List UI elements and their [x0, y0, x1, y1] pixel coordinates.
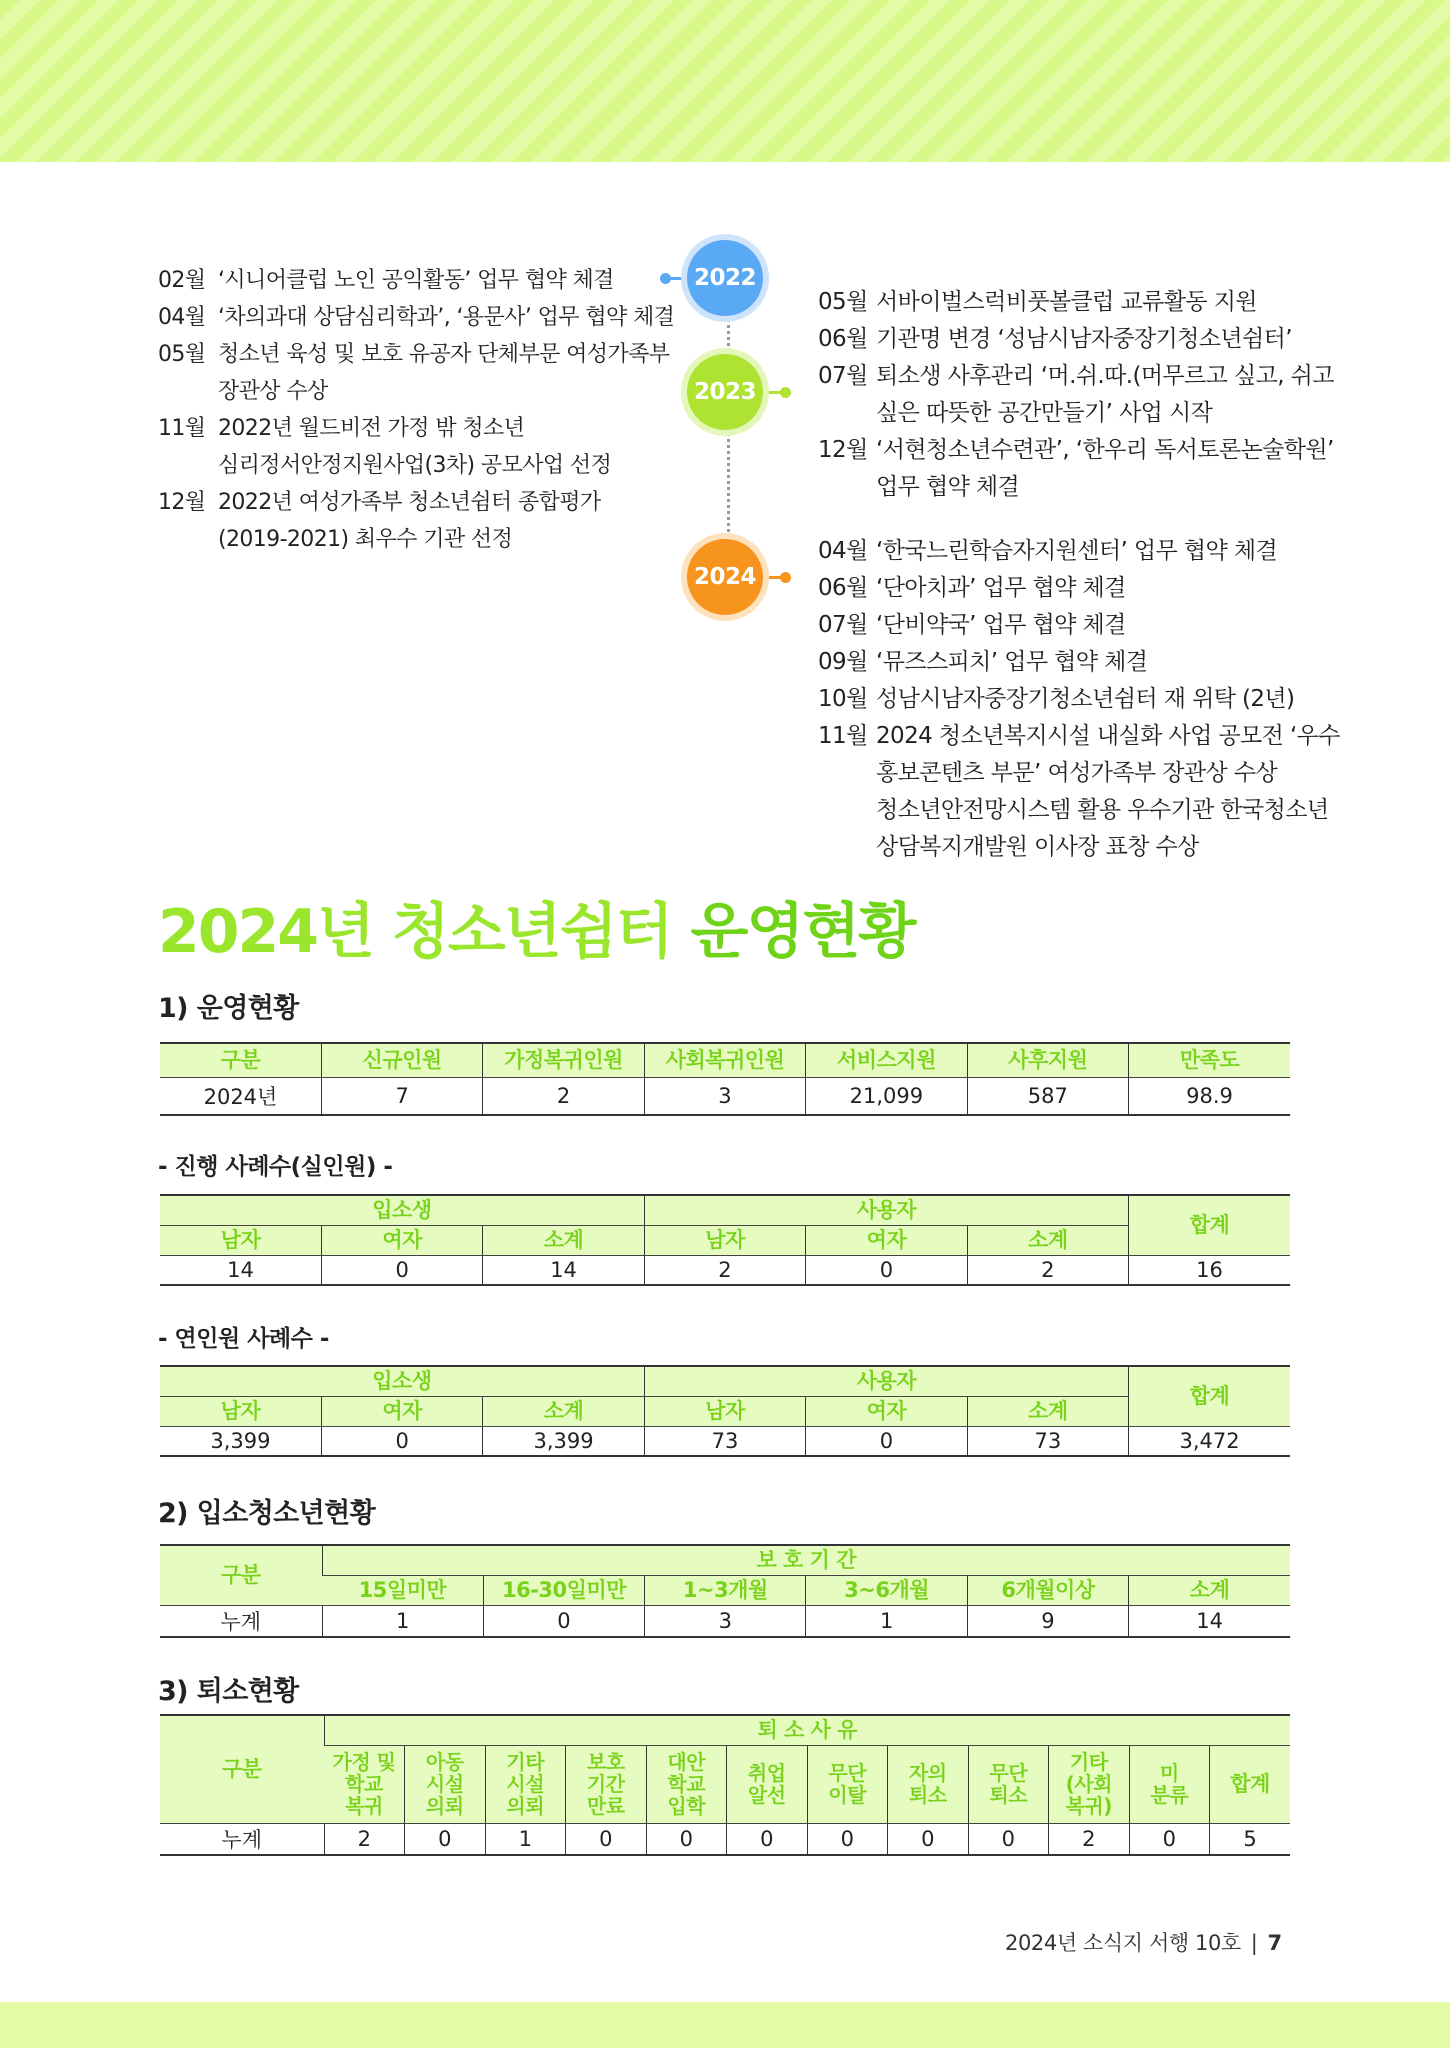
year-badge-2023: 2023	[687, 354, 763, 430]
table-cell: 0	[727, 1823, 808, 1855]
timeline-event	[818, 570, 1338, 607]
table-cell: 21,099	[806, 1077, 967, 1115]
timeline-event	[818, 644, 1338, 681]
table-cell: 1	[806, 1605, 967, 1637]
table-cell: 0	[405, 1823, 486, 1855]
table-row	[160, 1255, 1290, 1285]
table-cell: 14	[1129, 1605, 1290, 1637]
col-header-line: 시설	[425, 1772, 464, 1796]
col-header: 여자	[321, 1225, 482, 1255]
real-cases-table	[160, 1194, 1290, 1286]
col-header-line: 만료	[586, 1794, 625, 1818]
page-title	[158, 884, 914, 970]
col-header: 소계	[483, 1225, 644, 1255]
event-line: 업무 협약 체결	[876, 474, 1020, 500]
table-cell: 2	[967, 1255, 1128, 1285]
col-header-line: 대안	[667, 1750, 706, 1774]
table-cell: 0	[806, 1426, 967, 1456]
timeline-event	[818, 718, 1338, 866]
timeline-2022-events	[158, 262, 675, 558]
col-header-line: 입학	[667, 1794, 706, 1818]
page-title-strong: 운영현황	[690, 897, 915, 967]
table-row	[160, 1823, 1290, 1855]
event-line: 청소년안전망시스템 활용 우수기관 한국청소년	[876, 797, 1329, 823]
col-header-line: 퇴소	[989, 1783, 1028, 1807]
table-cell: 누계	[221, 1827, 263, 1852]
timeline-event	[158, 262, 668, 299]
table-cell: 73	[967, 1426, 1128, 1456]
label-header: 구분	[160, 1545, 322, 1605]
col-header: 남자	[160, 1396, 321, 1426]
event-month: 09월	[818, 649, 868, 675]
table-cell: 5	[1210, 1823, 1291, 1855]
event-description	[876, 644, 1338, 681]
col-header: 여자	[321, 1396, 482, 1426]
col-header-line: 무단	[989, 1761, 1028, 1785]
table-cell: 98.9	[1129, 1077, 1290, 1115]
event-description	[218, 299, 674, 336]
table-cell: 14	[483, 1255, 644, 1285]
event-month: 07월	[818, 363, 868, 389]
admission-table	[160, 1544, 1290, 1638]
event-description	[218, 336, 669, 410]
table-cell: 3,399	[210, 1428, 271, 1453]
page-number: 7	[1267, 1931, 1282, 1955]
col-header	[566, 1745, 647, 1823]
col-header-line: 의뢰	[506, 1794, 545, 1818]
event-line: 2024 청소년복지시설 내실화 사업 공모전 ‘우수	[876, 723, 1340, 749]
col-header-line: 학교	[667, 1772, 706, 1796]
timeline-event	[158, 410, 668, 484]
col-header-line: (사회	[1065, 1772, 1112, 1796]
group-header: 보 호 기 간	[322, 1545, 1290, 1575]
col-header: 15일미만	[322, 1575, 483, 1605]
col-header-line: 복귀)	[1065, 1794, 1112, 1818]
event-month: 11월	[818, 723, 868, 749]
table-cell: 0	[566, 1823, 647, 1855]
table-cell: 0	[888, 1823, 969, 1855]
event-month: 02월	[158, 268, 206, 293]
section-title-discharge: 3) 퇴소현황	[158, 1676, 299, 1707]
table-cell: 0	[968, 1823, 1049, 1855]
total-header: 합계	[1129, 1195, 1290, 1255]
event-line: (2019-2021) 최우수 기관 선정	[218, 527, 513, 552]
col-header-line: 가정 및	[332, 1750, 396, 1774]
table-cell: 2	[1049, 1823, 1130, 1855]
table-cell: 2	[644, 1255, 805, 1285]
col-header-line: 무단	[828, 1761, 867, 1785]
col-header: 남자	[644, 1225, 805, 1255]
col-header: 사후지원	[967, 1043, 1128, 1077]
event-line: 상담복지개발원 이사장 표창 수상	[876, 834, 1199, 860]
timeline-event	[818, 432, 1338, 506]
event-month: 04월	[158, 305, 206, 330]
bottom-decorative-band	[0, 2002, 1450, 2048]
event-line: 기관명 변경 ‘성남시남자중장기청소년쉼터’	[876, 326, 1292, 352]
table-row	[160, 1077, 1290, 1115]
page-title-light: 2024년 청소년쉼터	[158, 897, 691, 967]
table-cell: 누계	[220, 1609, 262, 1634]
timeline-event	[818, 607, 1338, 644]
table-cell: 2	[483, 1077, 644, 1115]
table-cell: 0	[807, 1823, 888, 1855]
timeline-event	[158, 299, 675, 336]
group-header: 입소생	[160, 1195, 644, 1225]
table-cell: 16	[1129, 1255, 1290, 1285]
col-header-line: 자의	[908, 1761, 947, 1785]
col-header: 3~6개월	[806, 1575, 967, 1605]
event-month: 11월	[158, 416, 206, 441]
event-description	[876, 570, 1338, 607]
subtitle-cumulative-cases: - 연인원 사례수 -	[158, 1326, 329, 1352]
col-header-line: 기타	[1069, 1750, 1108, 1774]
event-description	[876, 681, 1338, 718]
table-cell: 3	[645, 1605, 806, 1637]
table-row	[160, 1605, 1290, 1637]
event-description	[876, 432, 1338, 506]
col-header-line: 알선	[747, 1783, 786, 1807]
total-header: 합계	[1210, 1745, 1291, 1823]
col-header	[727, 1745, 808, 1823]
col-header-line: 복귀	[345, 1794, 383, 1818]
col-header	[405, 1745, 486, 1823]
col-header-line: 의뢰	[425, 1794, 464, 1818]
timeline-event	[158, 336, 668, 410]
event-month: 10월	[818, 686, 868, 712]
event-line: 성남시남자중장기청소년쉼터 재 위탁 (2년)	[876, 686, 1295, 712]
table-cell: 3	[644, 1077, 805, 1115]
group-header: 사용자	[644, 1366, 1128, 1396]
col-header-line: 보호	[586, 1750, 625, 1774]
table-cell: 2024년	[203, 1084, 278, 1109]
group-header: 퇴 소 사 유	[324, 1715, 1290, 1745]
col-header-line: 이탈	[828, 1783, 867, 1807]
col-header	[1129, 1745, 1210, 1823]
col-header: 사회복귀인원	[644, 1043, 805, 1077]
group-header: 입소생	[160, 1366, 644, 1396]
event-line: 심리정서안정지원사업(3차) 공모사업 선정	[218, 453, 612, 478]
col-header-line: 아동	[425, 1750, 464, 1774]
col-header: 서비스지원	[806, 1043, 967, 1077]
table-cell: 1	[322, 1605, 483, 1637]
event-line: ‘뮤즈스피치’ 업무 협약 체결	[876, 649, 1148, 675]
col-header: 소계	[483, 1396, 644, 1426]
timeline-event	[158, 484, 668, 558]
col-header: 신규인원	[321, 1043, 482, 1077]
footer-publication: 2024년 소식지 서행 10호	[1005, 1931, 1241, 1955]
table-cell: 0	[321, 1426, 482, 1456]
col-header	[807, 1745, 888, 1823]
timeline-event	[818, 681, 1338, 718]
event-month: 07월	[818, 612, 868, 638]
col-header: 소계	[1129, 1575, 1290, 1605]
event-line: 청소년 육성 및 보호 유공자 단체부문 여성가족부	[218, 342, 670, 367]
col-header	[1049, 1745, 1130, 1823]
year-badge-2022: 2022	[687, 240, 763, 316]
event-line: ‘시니어클럽 노인 공익활동’ 업무 협약 체결	[218, 268, 614, 293]
col-header: 1~3개월	[645, 1575, 806, 1605]
event-line: 2022년 월드비전 가정 밖 청소년	[218, 416, 525, 441]
event-description	[876, 321, 1338, 358]
timeline-event	[818, 321, 1338, 358]
table-row	[160, 1426, 1290, 1456]
table-cell: 2	[324, 1823, 405, 1855]
col-header-line: 기타	[506, 1750, 545, 1774]
event-month: 05월	[818, 289, 868, 315]
event-line: ‘서현청소년수련관’, ‘한우리 독서토론논술학원’	[876, 437, 1334, 463]
event-month: 04월	[818, 538, 868, 564]
col-header	[324, 1745, 405, 1823]
col-header: 소계	[967, 1396, 1128, 1426]
timeline-2023-events	[818, 284, 1338, 506]
event-line: 퇴소생 사후관리 ‘머.쉬.따.(머무르고 싶고, 쉬고	[876, 363, 1334, 389]
table-cell: 0	[483, 1605, 644, 1637]
event-month: 06월	[818, 575, 868, 601]
table-cell: 0	[1129, 1823, 1210, 1855]
event-line: 홍보콘텐츠 부문’ 여성가족부 장관상 수상	[876, 760, 1278, 786]
event-description	[876, 718, 1340, 866]
table-cell: 14	[227, 1257, 254, 1282]
col-header: 구분	[160, 1043, 321, 1077]
subtitle-real-cases: - 진행 사례수(실인원) -	[158, 1154, 393, 1180]
event-description	[218, 262, 668, 299]
group-header: 사용자	[644, 1195, 1128, 1225]
section-title-admission: 2) 입소청소년현황	[158, 1498, 376, 1529]
event-month: 06월	[818, 326, 868, 352]
event-month: 12월	[158, 490, 206, 515]
col-header-line: 분류	[1150, 1783, 1189, 1807]
section-title-operation: 1) 운영현황	[158, 993, 299, 1024]
col-header	[485, 1745, 566, 1823]
event-description	[218, 484, 668, 558]
col-header: 여자	[806, 1225, 967, 1255]
table-cell: 7	[321, 1077, 482, 1115]
col-header-line: 미	[1159, 1761, 1179, 1785]
table-cell: 0	[806, 1255, 967, 1285]
event-line: 장관상 수상	[218, 379, 328, 404]
col-header: 6개월이상	[967, 1575, 1128, 1605]
event-line: ‘한국느린학습자지원센터’ 업무 협약 체결	[876, 538, 1278, 564]
table-cell: 73	[644, 1426, 805, 1456]
footer	[1005, 1927, 1282, 1957]
cumulative-cases-table	[160, 1365, 1290, 1457]
event-month: 12월	[818, 437, 868, 463]
col-header-line: 기간	[586, 1772, 625, 1796]
top-decorative-band	[0, 0, 1450, 162]
col-header	[888, 1745, 969, 1823]
col-header-line: 퇴소	[908, 1783, 947, 1807]
col-header: 소계	[967, 1225, 1128, 1255]
event-line: ‘단아치과’ 업무 협약 체결	[876, 575, 1126, 601]
event-description	[876, 284, 1338, 321]
table-cell: 9	[967, 1605, 1128, 1637]
col-header-line: 시설	[506, 1772, 545, 1796]
timeline-event	[818, 533, 1338, 570]
col-header: 여자	[806, 1396, 967, 1426]
timeline-event	[818, 358, 1338, 432]
col-header-line: 학교	[345, 1772, 383, 1796]
discharge-table	[160, 1714, 1290, 1856]
event-month: 05월	[158, 342, 206, 367]
col-header-line: 취업	[747, 1761, 786, 1785]
col-header	[646, 1745, 727, 1823]
col-header: 가정복귀인원	[483, 1043, 644, 1077]
col-header: 16-30일미만	[483, 1575, 644, 1605]
event-line: 싶은 따뜻한 공간만들기’ 사업 시작	[876, 400, 1213, 426]
event-description	[876, 358, 1338, 432]
col-header	[968, 1745, 1049, 1823]
event-line: ‘단비약국’ 업무 협약 체결	[876, 612, 1126, 638]
operation-table	[160, 1042, 1290, 1116]
total-header: 합계	[1129, 1366, 1290, 1426]
col-header: 남자	[644, 1396, 805, 1426]
event-line: 2022년 여성가족부 청소년쉼터 종합평가	[218, 490, 601, 515]
footer-separator: |	[1250, 1931, 1258, 1955]
event-description	[876, 607, 1338, 644]
event-line: ‘차의과대 상담심리학과’, ‘용문사’ 업무 협약 체결	[218, 305, 675, 330]
table-cell: 3,472	[1129, 1426, 1290, 1456]
table-cell: 0	[646, 1823, 727, 1855]
timeline-event	[818, 284, 1338, 321]
event-description	[218, 410, 668, 484]
label-header: 구분	[160, 1715, 324, 1823]
table-cell: 0	[321, 1255, 482, 1285]
event-description	[876, 533, 1338, 570]
table-cell: 3,399	[483, 1426, 644, 1456]
col-header: 만족도	[1129, 1043, 1290, 1077]
table-cell: 587	[967, 1077, 1128, 1115]
col-header: 남자	[160, 1225, 321, 1255]
event-line: 서바이벌스럭비풋볼클럽 교류활동 지원	[876, 289, 1257, 315]
year-badge-2024: 2024	[687, 539, 763, 615]
timeline-2024-events	[818, 533, 1338, 866]
table-cell: 1	[485, 1823, 566, 1855]
